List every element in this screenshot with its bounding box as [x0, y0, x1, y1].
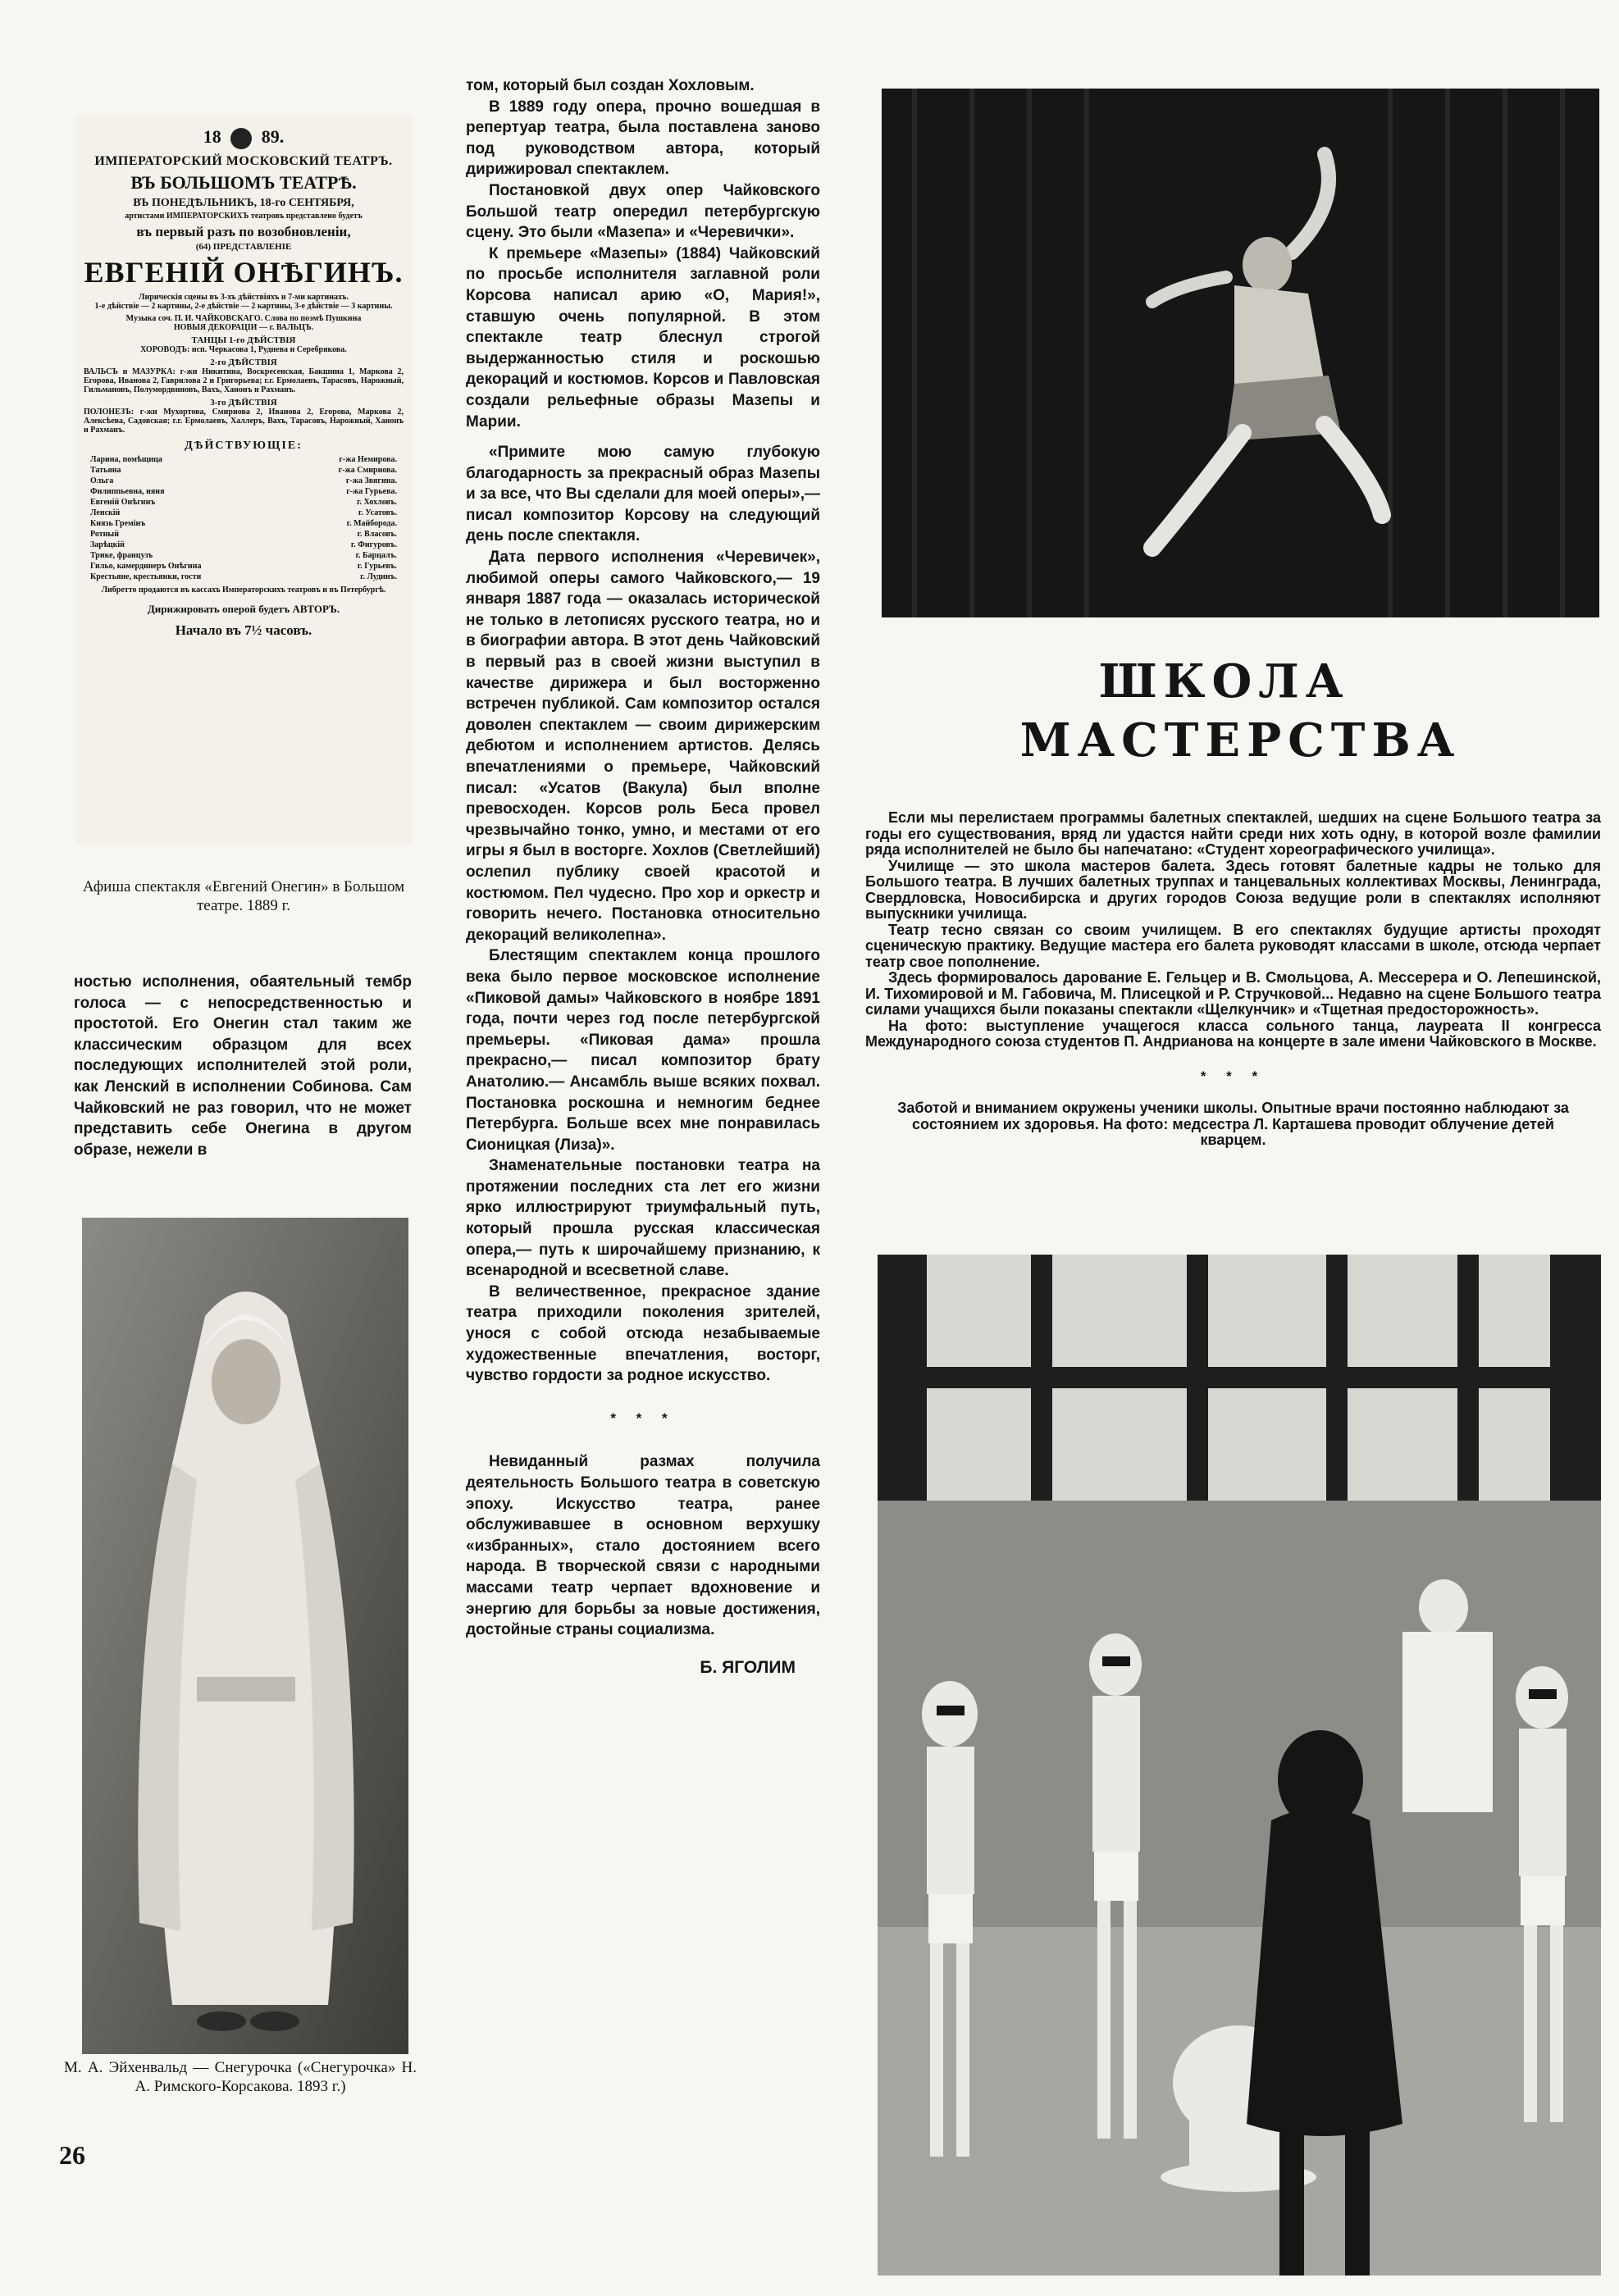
poster-year: 18 89. [84, 126, 404, 149]
poster-start: Начало въ 7½ часовъ. [175, 622, 312, 638]
poster-cast-row [84, 508, 404, 518]
poster-cast-list [84, 454, 404, 582]
cast-performer: г. Гурьевъ. [357, 561, 397, 571]
paragraph: Театр тесно связан со своим училищем. В его спектаклях будущие артисты проходят сценическую практику. Ведущие мастера его балета руководят классами в школе, отсюда черпает театр свое пополнение. [865, 921, 1601, 970]
paragraph: том, который был создан Хохловым. [466, 77, 755, 94]
poster-cast-row [84, 529, 404, 540]
paragraph: Невиданный размах получила деятельность Большого театра в советскую эпоху. Искусство театра, ранее обслуживавшее в основном верхушку «избранных», стало достоянием всего народа. В творческой связи с народными массами театр черпает вдохновение и энергию для борьбы за новые достижения, достойные страны социализма. [466, 1453, 820, 1639]
cast-performer: г-жа Смирнова. [338, 465, 397, 475]
cast-performer: г. Усатовъ. [358, 508, 397, 517]
cast-performer: г. Барцалъ. [355, 550, 397, 560]
section-divider-stars: * * * [610, 1410, 676, 1426]
cast-role: Татьяна [90, 465, 121, 475]
poster-cast-row [84, 540, 404, 550]
poster-conductor: Дирижировать оперой будетъ АВТОРЪ. [147, 602, 340, 615]
poster-cast-row [84, 561, 404, 572]
quartz-photo-caption: Заботой и вниманием окружены ученики школы. Опытные врачи постоянно наблюдают за состоянием их здоровья. На фото: медсестра Л. Карташева проводит облучение детей кварцем. [897, 1100, 1569, 1148]
cast-performer: г-жа Гурьева. [346, 486, 397, 496]
imperial-eagle-icon [230, 128, 252, 149]
poster-cast-row [84, 476, 404, 486]
poster-cast-row [84, 518, 404, 529]
poster-caption: Афиша спектакля «Евгений Онегин» в Большом театре. 1889 г. [82, 878, 405, 914]
snegurochka-caption: М. А. Эйхенвальд — Снегурочка («Снегурочка» Н. А. Римского-Корсакова. 1893 г.) [64, 2059, 417, 2095]
school-title-line2: МАСТЕРСТВА [1019, 713, 1462, 768]
cast-role: Князь Гремінъ [90, 518, 146, 528]
cast-role: Ротный [90, 529, 119, 539]
cast-performer: г. Фигуровъ. [350, 540, 397, 549]
paragraph: Если мы перелистаем программы балетных спектаклей, шедших на сцене Большого театра за годы его существования, вряд ли удастся найти среди них хоть одну, в которой возле фамилии ряда исполнителей не было бы напечатано: «Студент хореографического училища». [865, 809, 1601, 858]
cast-role: Трике, французъ [90, 550, 153, 560]
cast-performer: г-жа Звягина. [345, 476, 397, 485]
column-left-text [74, 972, 412, 1160]
section-divider-stars: * * * [1200, 1068, 1266, 1084]
poster-cast-row [84, 465, 404, 476]
paragraph: Блестящим спектаклем конца прошлого века было первое московское исполнение «Пиковой дамы» Чайковского в ноябре 1891 года, почти через год после петербургской премьеры. «Пиковая дама» прошла прекрасно,— писал композитор брату Анатолию.— Ансамбль выше всяких похвал. Постановка роскошна и немногим беднее Петербурга. Больше всех мне понравилась Сионицкая (Лиза)». [466, 947, 820, 1154]
poster-cast-row [84, 454, 404, 465]
dancer-illustration [882, 89, 1599, 617]
poster-cast-row [84, 497, 404, 508]
poster-big-theatre: ВЪ БОЛЬШОМЪ ТЕАТРѢ. [130, 171, 357, 193]
dancer-leap-photo [882, 89, 1599, 617]
paragraph: Знаменательные постановки театра на протяжении последних ста лет его жизни ярко иллюстрируют триумфальный путь, который прошла русская классическая опера,— путь к широчайшему признанию, к всенародной и всесветной славе. [466, 1157, 820, 1280]
poster-opera-title: ЕВГЕНІЙ ОНѢГИНЪ. [84, 255, 404, 289]
paragraph: «Примите мою самую глубокую благодарность за прекрасный образ Мазепы и за все, что Вы сделали для моей оперы»,— писал композитор Корсову на следующий день после спектакля. [466, 444, 820, 545]
author-signature: Б. ЯГОЛИМ [700, 1657, 796, 1677]
paragraph: Училище — это школа мастеров балета. Здесь готовят балетные кадры не только для Большого театра. В лучших балетных труппах и танцевальных коллективах Москвы, Ленинграда, Свердловска, Новосибирска и других городов Союза ведущие роли в спектаклях исполняют выпускники училища. [865, 857, 1601, 922]
cast-role: Евгеній Онѣгинъ [90, 497, 156, 507]
cast-performer: г. Майборода. [346, 518, 397, 528]
paragraph: В величественное, прекрасное здание театра приходили поколения зрителей, унося с собой отсюда незабываемые художественные впечатления, восторг, чувство гордости за родное искусство. [466, 1282, 820, 1385]
poster-date: ВЪ ПОНЕДѢЛЬНИКЪ, 18-го СЕНТЯБРЯ, [133, 196, 354, 209]
cast-role: Ларина, помѣщица [90, 454, 162, 464]
school-title [882, 652, 1599, 770]
paragraph: В 1889 году опера, прочно вошедшая в репертуар театра, была поставлена заново под руководством автора, который дирижировал спектаклем. [466, 98, 820, 179]
school-text [865, 810, 1601, 1149]
cast-role: Зарѣцкій [90, 540, 125, 549]
cast-role: Крестьяне, крестьянки, гости [90, 572, 202, 581]
paragraph: Постановкой двух опер Чайковского Большой театр опередил петербургскую сцену. Это были «Мазепа» и «Черевички». [466, 181, 820, 242]
cast-performer: г. Хохловъ. [357, 497, 397, 507]
snegurochka-illustration [82, 1218, 408, 2054]
children-illustration [878, 1255, 1601, 2276]
poster-cast-row [84, 486, 404, 497]
paragraph: На фото: выступление учащегося класса сольного танца, лауреата II конгресса Международного союза студентов П. Андрианова на концерте в зале имени Чайковского в Москве. [865, 1017, 1601, 1050]
poster-cast-header: ДѢЙСТВУЮЩІЕ: [185, 439, 303, 452]
children-quartz-photo [878, 1255, 1601, 2276]
cast-performer: г. Лудинъ. [360, 572, 397, 581]
paragraph: ностью исполнения, обаятельный тембр голоса — с непосредственностью и простотой. Его Онегин стал таким же классическим образцом для всех последующих исполнителей этой роли, как Ленский в исполнении Собинова. Сам Чайковский не раз говорил, что не может представить себе Онегина в другом образе, нежели в [74, 973, 412, 1159]
poster-cast-row [84, 550, 404, 561]
paragraph: Дата первого исполнения «Черевичек», любимой оперы самого Чайковского,— 19 января 1887 года — оказалась исторической не только в летописях русского театра, но и в биографии автора. В этот день Чайковский в первый раз в своей жизни выступил в качестве дирижера и был восторженно встречен публикой. Сам композитор остался доволен спектаклем — своим дирижерским дебютом и исполнением артистов. Делясь впечатлениями о премьере, Чайковский писал: «Усатов (Вакула) был вполне превосходен. Корсов роль Беса провел чрезвычайно тонко, умно, и местами от его игры я был в восторге. Хохлов (Светлейший) ослепил публику своей красотой и костюмом. Пел чудесно. Про хор и оркестр и говорить нечего. Постановка относительно декораций великолепна». [466, 549, 820, 944]
cast-role: Гильо, камердинеръ Онѣгина [90, 561, 202, 571]
page-number: 26 [59, 2140, 85, 2170]
paragraph: К премьере «Мазепы» (1884) Чайковский по просьбе исполнителя заглавной роли Корсова написал арию «О, Мария!», ставшую очень популярной. В этом спектакле театр блеснул строгой выдержанностью стиля и роскошью декораций и костюмов. Корсов и Павловская создали рельефные образы Мазепы и Марии. [466, 244, 820, 430]
poster-cast-row [84, 572, 404, 582]
cast-role: Ольга [90, 476, 114, 485]
theatre-poster: 18 89. ИМПЕРАТОРСКИЙ МОСКОВСКИЙ ТЕАТРЪ. ВЪ БОЛЬШОМЪ ТЕАТРѢ. ВЪ ПОНЕДѢЛЬНИКЪ, 18-го СЕНТЯБРЯ, артистами ИМПЕРАТОРСКИХЪ театровъ представлено будетъ въ первый разъ по возобновленіи, (64) ПРЕДСТАВЛЕНІЕ ЕВГЕНІЙ ОНѢГИНЪ. Лирическія сцены въ 3-хъ дѣйствіяхъ и 7-ми картинахъ. 1-е дѣйствіе — 2 картины, 2-е дѣйствіе — 2 картины, 3-е дѣйствіе — 3 картины. Музыка соч. П. И. ЧАЙКОВСКАГО. Слова по поэмѣ Пушкина НОВЫЯ ДЕКОРАЦІИ — г. ВАЛЬЦЪ. ТАНЦЫ 1-го ДѢЙСТВІЯ ХОРОВОДЪ: исп. Черкасова 1, Руднева и Серебрякова. 2-го ДѢЙСТВІЯ ВАЛЬСЪ и МАЗУРКА: г-жи Никитина, Воскресенская, Бакшина 1, Маркова 2, Егорова, Иванова 2, Гаврилова 2 и Григорьева; г.г. Ермолаевъ, Тарасовъ, Нарожный, Гильмановъ, Полумордвиновъ, Вахъ, Ханонъ и Рахманъ. 3-го ДѢЙСТВІЯ ПОЛОНЕЗЪ: г-жи Мухортова, Смирнова 2, Иванова 2, Егорова, Маркова 2, Алексѣева, Садовская; г.г. Ермолаевъ, Халлеръ, Вахъ, Тарасовъ, Нарожный, Ханонъ и Рахманъ. ДѢЙСТВУЮЩІЕ: Ларина, помѣщица г-жа Немирова. Татьяна г-жа Смирнова. Ольга г-жа Звягина. Филиппьевна, няня г-жа Гурьева. Евгеній Онѣгинъ г. Хохловъ. Ленскій г. Усатовъ. Князь Гремінъ г. Майборода. Ротный г. Власовъ. Зарѣцкій г. Фигуровъ. Трике, французъ г. Барцалъ. Гильо, камердинеръ Онѣгина г. Гурьевъ. Крестьяне, крестьянки, гости г. Лудинъ. Либретто продаются въ кассахъ Императорскихъ театровъ и въ Петербургѣ. Дирижировать оперой будетъ АВТОРЪ. Начало въ 7½ часовъ. [75, 115, 412, 845]
snegurochka-photo [82, 1218, 408, 2054]
school-title-line1: ШКОЛА [1098, 654, 1350, 708]
poster-first-time: въ первый разъ по возобновленіи, [136, 223, 351, 239]
cast-role: Филиппьевна, няня [90, 486, 165, 496]
cast-performer: г. Власовъ. [357, 529, 397, 539]
cast-performer: г-жа Немирова. [339, 454, 397, 464]
paragraph: Здесь формировалось дарование Е. Гельцер и В. Смольцова, А. Мессерера и О. Лепешинской, И. Тихомировой и М. Габовича, М. Плисецкой и Р. Стручковой... Недавно на сцене Большого театра силами учащихся были показаны спектакли «Щелкунчик» и «Тщетная предосторожность». [865, 969, 1601, 1018]
column-middle-text [466, 75, 820, 1678]
poster-theatre: ИМПЕРАТОРСКИЙ МОСКОВСКИЙ ТЕАТРЪ. [94, 153, 393, 168]
cast-role: Ленскій [90, 508, 121, 517]
